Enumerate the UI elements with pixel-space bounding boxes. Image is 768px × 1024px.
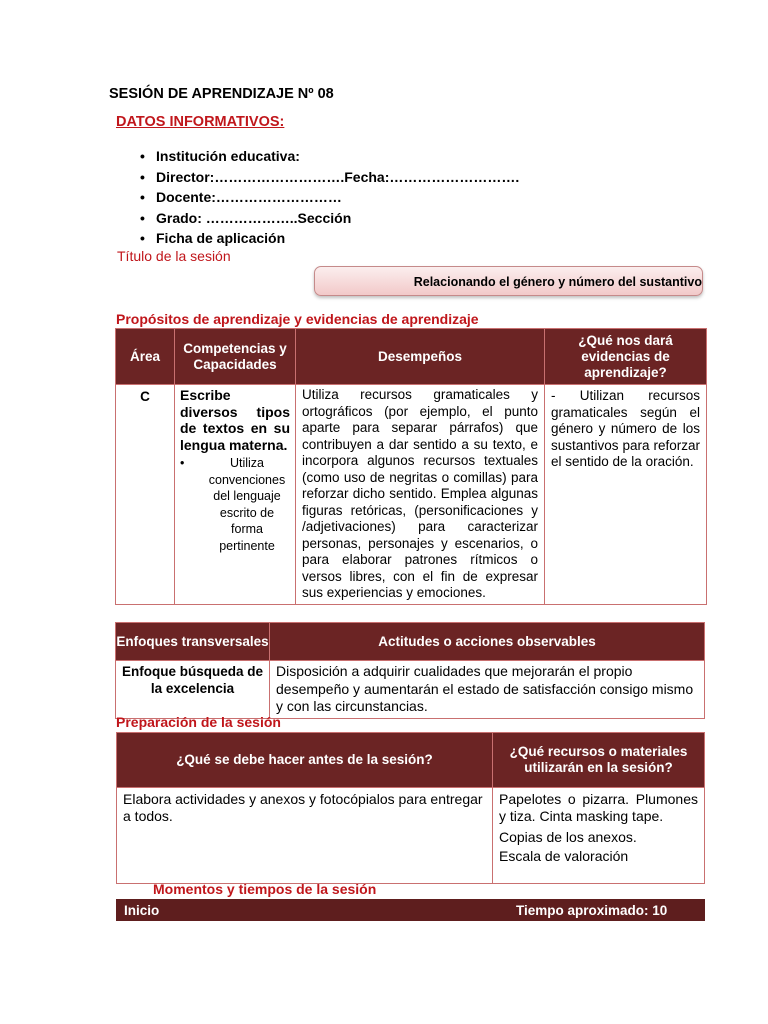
- evidencia-cell: [545, 385, 707, 605]
- info-item-institucion: • Institución educativa:: [140, 146, 519, 167]
- session-title-value: Relacionando el género y número del sustantivo: [413, 275, 702, 289]
- header-actitudes: Actitudes o acciones observables: [270, 623, 705, 661]
- info-item-ficha: • Ficha de aplicación: [140, 228, 519, 249]
- preparacion-table: [116, 732, 705, 884]
- tiempo-cell: Tiempo aproximado: 10: [508, 899, 705, 921]
- info-list: [140, 146, 519, 249]
- recurso-item-3: Escala de valoración: [499, 848, 629, 864]
- capacidad-text: Utiliza convenciones del lenguaje escrito de forma pertinente: [208, 456, 286, 553]
- capacidad-item: [180, 455, 290, 554]
- info-item-docente: • Docente:………………………: [140, 187, 519, 208]
- enfoque-cell: Enfoque búsqueda de la excelencia: [116, 661, 270, 719]
- datos-informativos-heading: DATOS INFORMATIVOS:: [116, 114, 285, 130]
- evidencia-text: - Utilizan recursos gramaticales según el género y número de los sustantivos para reforzar el sentido de la oración.: [551, 388, 700, 469]
- session-title-box: [314, 266, 703, 296]
- bullet-icon: •: [180, 456, 185, 470]
- header-recursos: ¿Qué recursos o materiales utilizarán en la sesión?: [493, 733, 705, 788]
- actitud-cell: Disposición a adquirir cualidades que mejorarán el propio desempeño y aumentarán el estado de satisfacción consigo mismo y con las circunstancias.: [270, 661, 705, 719]
- info-item-grado: • Grado: ………………..Sección: [140, 208, 519, 229]
- propositos-table: [115, 328, 707, 605]
- header-antes: ¿Qué se debe hacer antes de la sesión?: [117, 733, 493, 788]
- desempeno-cell: [296, 385, 545, 605]
- recursos-cell: [493, 788, 705, 884]
- momentos-heading: Momentos y tiempos de la sesión: [153, 881, 377, 897]
- enfoques-table: [115, 622, 705, 719]
- propositos-heading: Propósitos de aprendizaje y evidencias de aprendizaje: [116, 311, 479, 327]
- session-title-label: Título de la sesión: [117, 248, 231, 264]
- header-enfoques: Enfoques transversales: [116, 623, 270, 661]
- header-area: Área: [116, 329, 175, 385]
- recurso-item-1: Papelotes o pizarra. Plumones y tiza. Cinta masking tape.: [499, 791, 698, 824]
- antes-cell: Elabora actividades y anexos y fotocópialos para entregar a todos.: [117, 788, 493, 884]
- page-title: SESIÓN DE APRENDIZAJE Nº 08: [109, 86, 334, 102]
- header-desempenos: Desempeños: [296, 329, 545, 385]
- competencia-cell: [175, 385, 296, 605]
- area-cell: C: [116, 385, 175, 605]
- recurso-item-2: Copias de los anexos.: [499, 829, 637, 845]
- preparacion-heading: Preparación de la sesión: [116, 714, 281, 730]
- desempeno-text: Utiliza recursos gramaticales y ortográficos (por ejemplo, el punto aparte para separar párrafos) que contribuyen a dar sentido a su texto, e incorpora algunos recursos textuales (como uso de negritas o comillas) para reforzar dicho sentido. Emplea algunas figuras retóricas, (personificaciones y /adjetivaciones) para caracterizar personas, personajes y escenarios, o para elaborar patrones rítmicos o versos libres, con el fin de expresar sus experiencias y emociones.: [302, 387, 538, 600]
- info-item-director: • Director:……………………….Fecha:……………………….: [140, 167, 519, 188]
- momentos-table: [116, 899, 705, 921]
- competencia-text: Escribe diversos tipos de textos en su lengua materna.: [180, 387, 290, 453]
- header-competencias: Competencias y Capacidades: [175, 329, 296, 385]
- header-evidencias: ¿Qué nos dará evidencias de aprendizaje?: [545, 329, 707, 385]
- inicio-cell: Inicio: [116, 899, 508, 921]
